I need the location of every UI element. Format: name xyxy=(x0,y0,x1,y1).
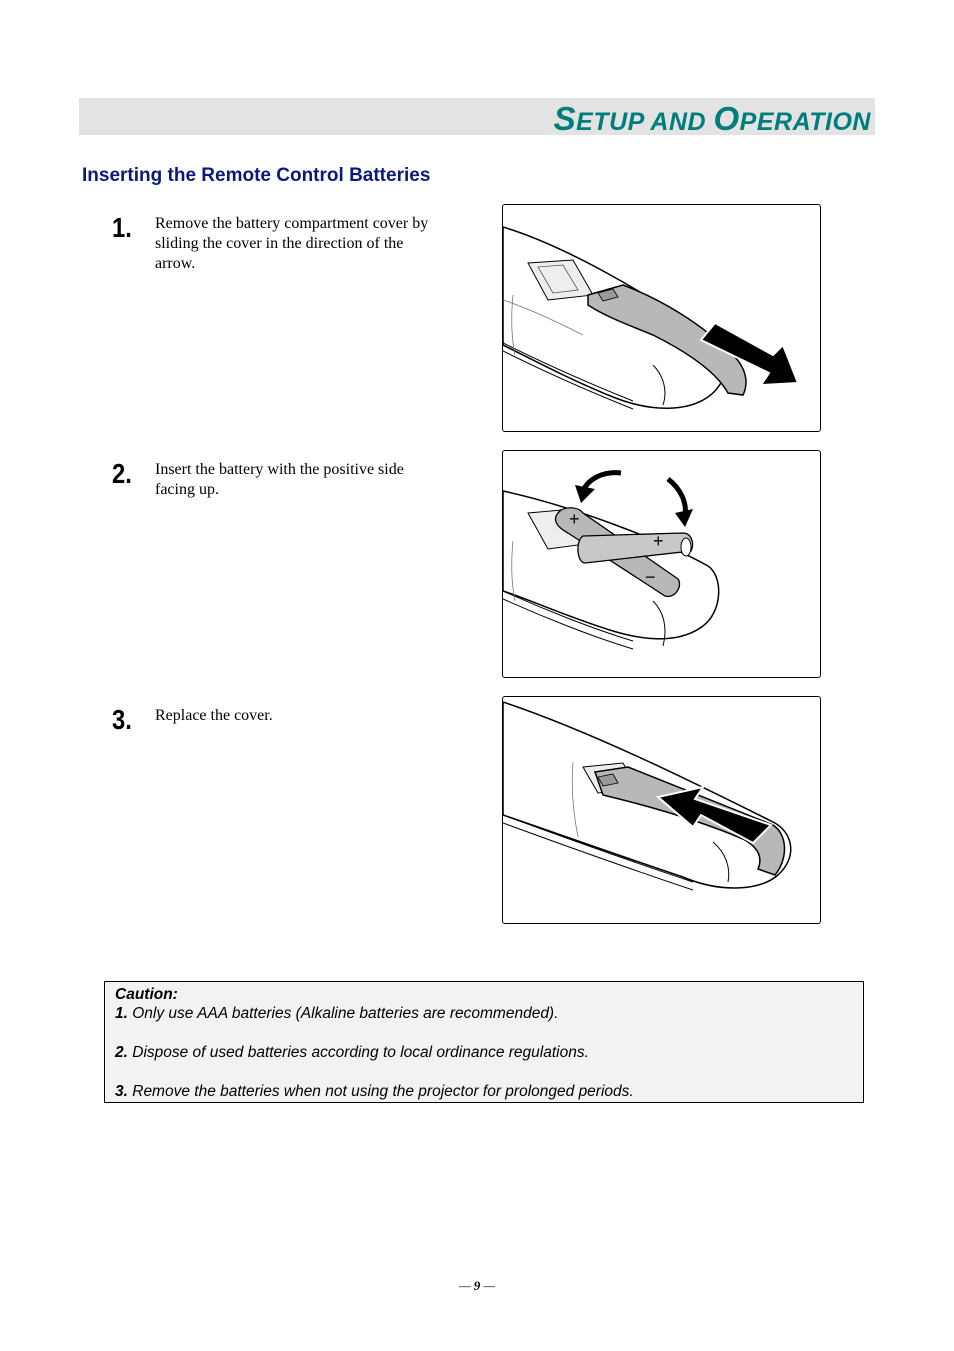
step-number: 3. xyxy=(112,704,132,735)
remote-illustration xyxy=(503,205,820,431)
caution-title: Caution: xyxy=(115,986,178,1003)
caution-item-3: 3. Remove the batteries when not using the projector for prolonged periods. xyxy=(115,1083,634,1100)
step-text: Replace the cover. xyxy=(155,707,273,724)
step-number: 1. xyxy=(112,212,132,243)
minus-sign: − xyxy=(645,567,656,587)
chapter-title: SETUP AND OPERATION xyxy=(553,100,871,137)
figure-insert-battery xyxy=(502,450,821,678)
page-number: — 9 — xyxy=(458,1278,496,1293)
step-text: Insert the battery with the positive side facing up. xyxy=(155,461,404,498)
plus-sign: + xyxy=(653,531,664,551)
caution-item-2: 2. Dispose of used batteries according to local ordinance regulations. xyxy=(115,1044,589,1061)
step-text: Remove the battery compartment cover by sliding the cover in the direction of the arrow. xyxy=(155,215,429,272)
chapter-header-band xyxy=(79,98,875,135)
figure-replace-cover xyxy=(502,696,821,924)
figure-remove-cover xyxy=(502,204,821,432)
caution-item-1: 1. Only use AAA batteries (Alkaline batteries are recommended). xyxy=(115,1005,559,1022)
remote-illustration xyxy=(503,697,820,923)
caution-box xyxy=(104,981,864,1103)
remote-illustration xyxy=(503,451,820,677)
section-heading: Inserting the Remote Control Batteries xyxy=(82,165,431,186)
step-number: 2. xyxy=(112,458,132,489)
plus-sign: + xyxy=(569,509,580,529)
